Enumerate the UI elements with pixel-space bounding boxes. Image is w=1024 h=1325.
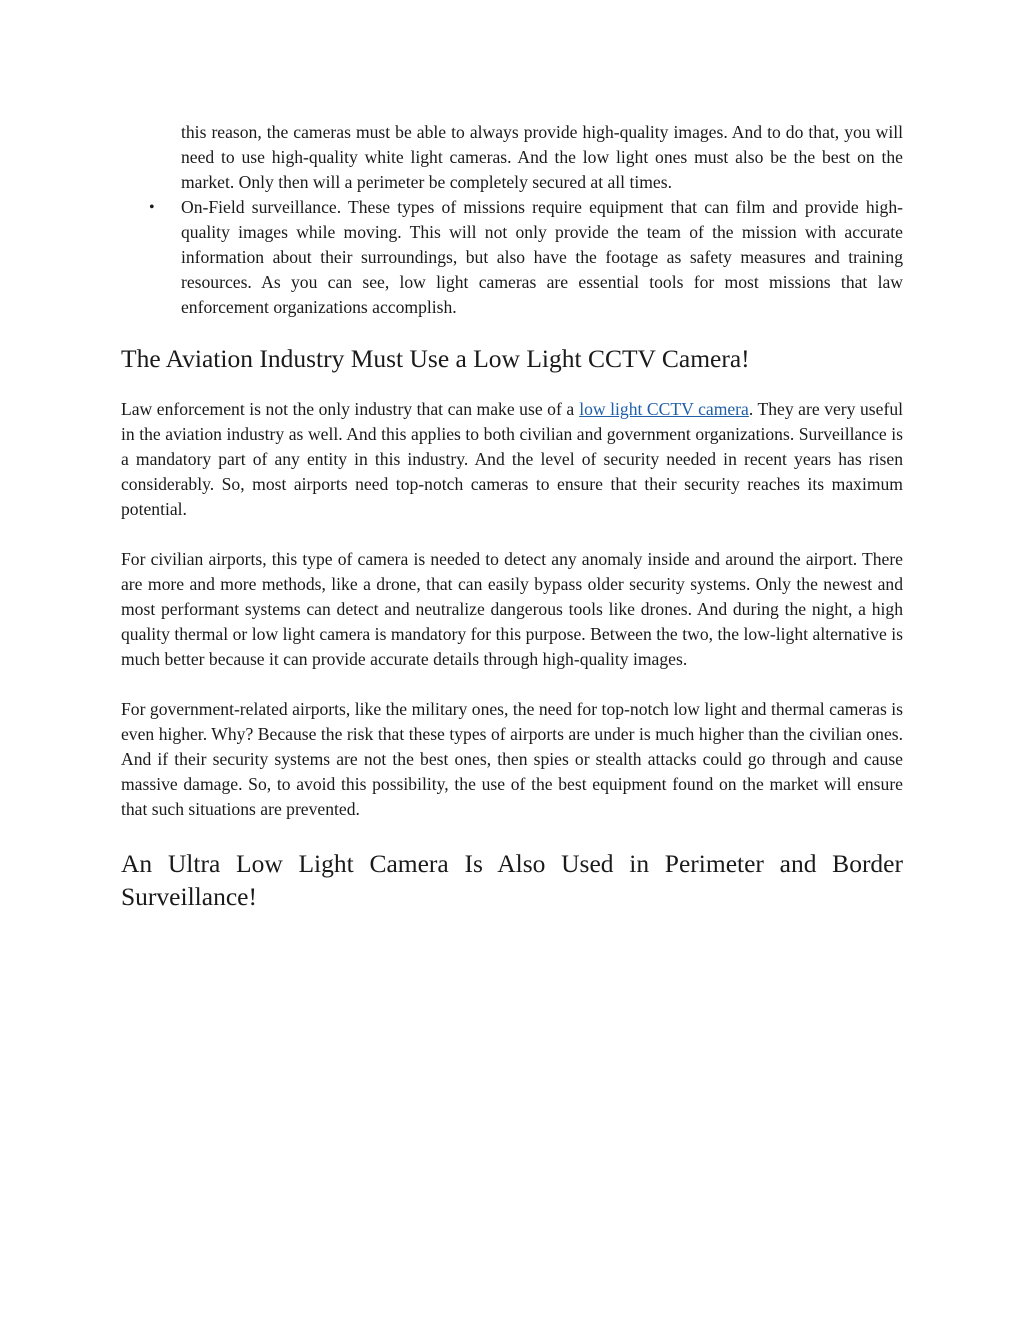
paragraph-law-enforcement (121, 397, 903, 522)
list-item-text: this reason, the cameras must be able to always provide high-quality images. And to do that, you will need to use high-quality white light cameras. And the low light ones must also be the best on the market. Only then will a perimeter be completely secured at all times. (181, 122, 903, 192)
paragraph-text: . They are very useful in the aviation industry as well. And this applies to both civilian and government organizations. Surveillance is a mandatory part of any entity in this industry. And the level of security needed in recent years has risen considerably. So, most airports need top-notch cameras to ensure that their security reaches its maximum potential. (121, 399, 904, 519)
section-heading-perimeter: An Ultra Low Light Camera Is Also Used in Perimeter and Border Surveillance! (121, 849, 903, 911)
paragraph-civilian-airports: For civilian airports, this type of camera is needed to detect any anomaly inside and around the airport. There are more and more methods, like a drone, that can easily bypass older security systems. Only the newest and most performant systems can detect and neutralize dangerous tools like drones. And during the night, a high quality thermal or low light camera is mandatory for this purpose. Between the two, the low-light alternative is much better because it can provide accurate details through high-quality images. (121, 549, 903, 669)
list-item (121, 120, 903, 195)
document-page (121, 120, 903, 913)
cctv-camera-link[interactable]: low light CCTV camera (579, 399, 749, 419)
bullet-list (121, 120, 903, 320)
paragraph-text: Law enforcement is not the only industry that can make use of a (121, 399, 575, 419)
paragraph-government-airports: For government-related airports, like the military ones, the need for top-notch low light and thermal cameras is even higher. Why? Because the risk that these types of airports are under is much higher than the civilian ones. And if their security systems are not the best ones, then spies or stealth attacks could go through and cause massive damage. So, to avoid this possibility, the use of the best equipment found on the market will ensure that such situations are prevented. (121, 699, 903, 819)
list-item (121, 195, 903, 320)
bullet-marker: • (149, 199, 155, 216)
list-item-text: On-Field surveillance. These types of missions require equipment that can film and provide high-quality images while moving. This will not only provide the team of the mission with accurate information about their surroundings, but also have the footage as safety measures and training resources. As you can see, low light cameras are essential tools for most missions that law enforcement organizations accomplish. (181, 197, 903, 317)
section-heading-aviation: The Aviation Industry Must Use a Low Light CCTV Camera! (121, 344, 750, 373)
